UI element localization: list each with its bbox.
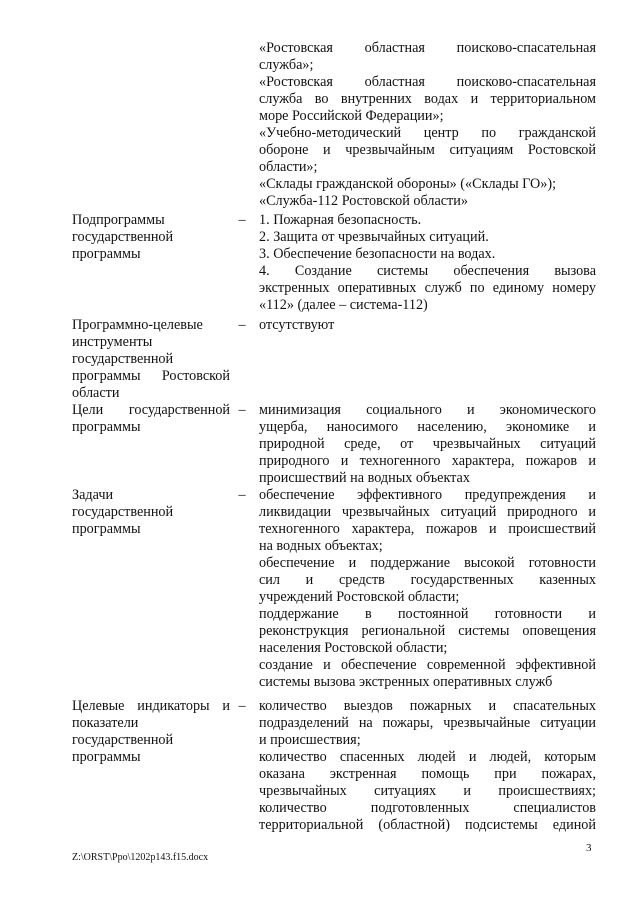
row-label-line: Подпрограммы [72, 212, 165, 228]
row-value-line: 4. Создание системы обеспечения вызова [259, 263, 596, 279]
continuation-line: «Ростовская областная поисково-спасательная [259, 74, 596, 90]
continuation-line: служба»; [259, 57, 314, 73]
continuation-line: области»; [259, 159, 318, 175]
row-label-line: программы [72, 521, 141, 537]
row-value-line: экстренных оперативных служб по единому номеру [259, 280, 596, 296]
row-value-line: поддержание в постоянной готовности и [259, 606, 596, 622]
row-label-line: инструменты [72, 334, 153, 350]
row-value-line: природной среде, от чрезвычайных ситуаций [259, 436, 596, 452]
row-value-line: ликвидации чрезвычайных ситуаций природного и [259, 504, 596, 520]
row-value-line: отсутствуют [259, 317, 335, 333]
row-label-line: показатели [72, 715, 139, 731]
row-value-line: количество выездов пожарных и спасательных [259, 698, 596, 714]
continuation-line: «Учебно-методический центр по гражданской [259, 125, 596, 141]
row-label-line: программы Ростовской [72, 368, 230, 384]
row-value-line: обеспечение и поддержание высокой готовности [259, 555, 596, 571]
row-dash: – [238, 698, 246, 714]
row-value-line: происшествий на водных объектах [259, 470, 470, 486]
continuation-line: «Склады гражданской обороны» («Склады ГО»); [259, 176, 557, 192]
row-value-line: количество спасенных людей и людей, которым [259, 749, 596, 765]
row-value-line: подразделений на пожары, чрезвычайные ситуации [259, 715, 596, 731]
row-label-line: программы [72, 246, 141, 262]
row-value-line: «112» (далее – система-112) [259, 297, 428, 313]
continuation-line: обороне и чрезвычайным ситуациям Ростовской [259, 142, 596, 158]
row-value-line: учреждений Ростовской области; [259, 589, 460, 605]
row-value-line: оказана экстренная помощь при пожарах, [259, 766, 596, 782]
row-label-line: Задачи [72, 487, 114, 503]
row-value-line: обеспечение эффективного предупреждения и [259, 487, 596, 503]
row-label-line: Программно-целевые [72, 317, 203, 333]
row-value-line: создание и обеспечение современной эффективной [259, 657, 596, 673]
row-value-line: техногенного характера, пожаров и происшествий [259, 521, 596, 537]
row-label-line: программы [72, 419, 141, 435]
row-value-line: минимизация социального и экономического [259, 402, 596, 418]
row-value-line: и происшествия; [259, 732, 361, 748]
row-value-line: ущерба, наносимого населению, экономике и [259, 419, 596, 435]
row-label-line: государственной [72, 732, 174, 748]
row-value-line: чрезвычайных ситуациях и происшествиях; [259, 783, 596, 799]
row-value-line: сил и средств государственных казенных [259, 572, 596, 588]
row-label-line: программы [72, 749, 141, 765]
row-value-line: природного и техногенного характера, пожаров и [259, 453, 596, 469]
row-value-line: реконструкция региональной системы оповещения [259, 623, 596, 639]
row-value-line: населения Ростовской области; [259, 640, 448, 656]
row-label-line: государственной [72, 504, 174, 520]
row-label-line: Цели государственной [72, 402, 230, 418]
row-dash: – [238, 402, 246, 418]
row-value-line: количество подготовленных специалистов [259, 800, 596, 816]
continuation-line: служба во внутренних водах и территориальном [259, 91, 596, 107]
row-label-line: государственной [72, 351, 174, 367]
row-label-line: Целевые индикаторы и [72, 698, 230, 714]
row-dash: – [238, 317, 246, 333]
row-label-line: области [72, 385, 120, 401]
row-value-line: 2. Защита от чрезвычайных ситуаций. [259, 229, 489, 245]
row-value-line: на водных объектах; [259, 538, 383, 554]
continuation-line: «Ростовская областная поисково-спасательная [259, 40, 596, 56]
row-value-line: системы вызова экстренных оперативных служб [259, 674, 553, 690]
row-dash: – [238, 487, 246, 503]
continuation-line: «Служба-112 Ростовской области» [259, 193, 468, 209]
row-label-line: государственной [72, 229, 174, 245]
footer-file-path: Z:\ORST\Ppo\1202p143.f15.docx [72, 852, 209, 863]
row-value-line: 3. Обеспечение безопасности на водах. [259, 246, 496, 262]
row-value-line: территориальной (областной) подсистемы единой [259, 817, 596, 833]
row-value-line: 1. Пожарная безопасность. [259, 212, 422, 228]
continuation-line: море Российской Федерации»; [259, 108, 444, 124]
row-dash: – [238, 212, 246, 228]
page-number: 3 [586, 842, 592, 854]
